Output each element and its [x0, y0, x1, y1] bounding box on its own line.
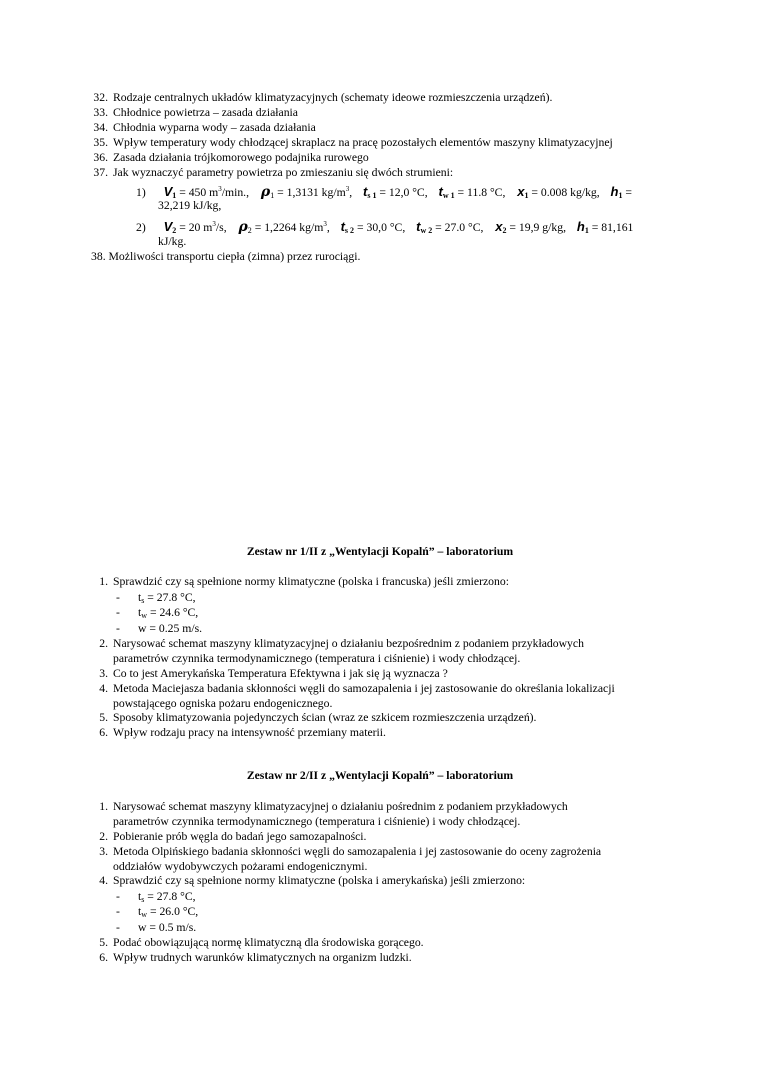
item-text: Chłodnia wyparna wody – zasada działania: [113, 121, 316, 134]
subscript: 1: [172, 191, 177, 200]
item-number: 35.: [93, 136, 108, 149]
item-text: Narysować schemat maszyny klimatyzacyjnej o działaniu bezpośrednim z podaniem przykładowych: [113, 637, 584, 650]
item-number: 2.: [99, 637, 108, 650]
dash-marker: -: [116, 591, 120, 604]
volume-flow-symbol: V: [163, 219, 173, 234]
dash-marker: -: [116, 921, 120, 934]
item-number: 4.: [99, 682, 108, 695]
item-text-continued: oddziałów wydobywczych pożarami endogenicznymi.: [113, 860, 368, 873]
item-text: Pobieranie prób węgla do badań jego samozapalności.: [113, 830, 367, 843]
item-text: Wpływ trudnych warunków klimatycznych na organizm ludzki.: [113, 951, 412, 964]
dry-temp-value: = 30,0 °C,: [354, 221, 406, 234]
item-text: Zasada działania trójkomorowego podajnika rurowego: [113, 151, 369, 164]
enthalpy-symbol: h: [610, 184, 619, 199]
stream-parameters-2: [136, 217, 633, 239]
measured-value: w = 0.25 m/s.: [138, 622, 203, 635]
item-number: 6.: [99, 951, 108, 964]
item-number: 4.: [99, 874, 108, 887]
superscript: 3: [345, 185, 350, 193]
unit: ,: [349, 186, 353, 199]
item-number: 37.: [93, 166, 108, 179]
subscript: w: [141, 611, 148, 620]
density-value: = 1,3131 kg/m: [274, 186, 346, 199]
list-item-38: 38. Możliwości transportu ciepła (zimna) przez rurociągi.: [91, 250, 361, 263]
item-text-continued: parametrów czynnika termodynamicznego (temperatura i ciśnienie) i wody chłodzącej.: [113, 815, 521, 828]
measured-value: = 27.8 °C,: [144, 890, 196, 903]
density-symbol: ρ: [260, 184, 271, 200]
volume-flow-symbol: V: [163, 184, 173, 199]
humidity-symbol: x: [495, 219, 503, 234]
unit: /min.,: [221, 186, 250, 199]
item-text: Sprawdzić czy są spełnione normy klimatyczne (polska i francuska) jeśli zmierzono:: [113, 575, 509, 588]
subscript: 1: [618, 191, 623, 200]
subscript: s 2: [344, 226, 355, 235]
stream-continuation-1: 32,219 kJ/kg,: [158, 199, 222, 212]
subscript: 2: [247, 226, 252, 235]
subscript: w 2: [420, 226, 433, 235]
measurement-bullet: [116, 622, 203, 637]
subscript: s 1: [367, 191, 377, 200]
item-text: Podać obowiązującą normę klimatyczną dla środowiska gorącego.: [113, 936, 424, 949]
item-text: Narysować schemat maszyny klimatyzacyjnej o działaniu pośrednim z podaniem przykładowych: [113, 800, 568, 813]
enthalpy-value: =: [622, 186, 632, 199]
subscript: s: [141, 895, 145, 904]
measured-value: = 26.0 °C,: [147, 905, 199, 918]
symbol: t: [138, 890, 142, 903]
symbol: t: [138, 606, 142, 619]
item-number: 1.: [99, 575, 108, 588]
item-number: 32.: [93, 91, 108, 104]
enthalpy-symbol: h: [576, 219, 585, 234]
superscript: 3: [212, 220, 216, 228]
subscript: 2: [172, 226, 177, 235]
subscript: w 1: [442, 191, 455, 200]
item-text: Sposoby klimatyzowania pojedynczych ścian (wraz ze szkicem rozmieszczenia urządzeń).: [113, 711, 537, 724]
stream-continuation-2: kJ/kg.: [158, 235, 187, 248]
dash-marker: -: [116, 606, 120, 619]
item-text: Wpływ temperatury wody chłodzącej skraplacz na pracę pozostałych elementów maszyny klimatyzacyjnej: [113, 136, 613, 149]
item-number: 6.: [99, 726, 108, 739]
stream-label: 2): [136, 221, 146, 234]
item-text: Metoda Olpińskiego badania skłonności węgli do samozapalenia i jej zastosowanie do oceny zagrożenia: [113, 845, 602, 858]
humidity-value: = 19,9 g/kg,: [506, 221, 567, 234]
measured-value: w = 0.5 m/s.: [138, 921, 197, 934]
superscript: 3: [323, 220, 327, 228]
item-text: Jak wyznaczyć parametry powietrza po zmieszaniu się dwóch strumieni:: [113, 166, 454, 179]
unit: /s,: [215, 221, 227, 234]
item-text-continued: powstającego ogniska pożaru endogenicznego.: [113, 697, 333, 710]
measurement-bullet: [116, 905, 199, 920]
item-number: 33.: [93, 106, 108, 119]
wet-temp-value: = 27.0 °C,: [432, 221, 484, 234]
item-text: Sprawdzić czy są spełnione normy klimatyczne (polska i amerykańska) jeśli zmierzono:: [113, 874, 526, 887]
item-number: 2.: [99, 830, 108, 843]
subscript: w: [141, 910, 148, 919]
wet-temp-symbol: t: [416, 219, 421, 234]
unit: ,: [326, 221, 330, 234]
dry-temp-symbol: t: [362, 184, 368, 199]
dash-marker: -: [116, 622, 120, 635]
volume-flow-value: = 450 m: [176, 186, 219, 199]
measurement-bullet: [116, 591, 196, 606]
item-text-continued: parametrów czynnika termodynamicznego (temperatura i ciśnienie) i wody chłodzącej.: [113, 652, 521, 665]
symbol: t: [138, 905, 142, 918]
dash-marker: -: [116, 905, 120, 918]
item-text: Metoda Maciejasza badania skłonności węgli do samozapalenia i jej zastosowanie do określania lokalizacji: [113, 682, 615, 695]
item-number: 3.: [99, 845, 108, 858]
measurement-bullet: [116, 606, 199, 621]
humidity-symbol: x: [517, 184, 525, 199]
set-title: Zestaw nr 2/II z „Wentylacji Kopalń” – laboratorium: [246, 769, 514, 782]
stream-label: 1): [136, 186, 146, 199]
superscript: 3: [218, 185, 222, 193]
measured-value: = 27.8 °C,: [144, 591, 196, 604]
wet-temp-symbol: t: [438, 184, 443, 199]
volume-flow-value: = 20 m: [176, 221, 213, 234]
density-symbol: ρ: [238, 219, 248, 235]
subscript: 2: [502, 226, 507, 235]
item-number: 34.: [93, 121, 108, 134]
item-number: 5.: [99, 711, 108, 724]
density-value: = 1,2264 kg/m: [251, 221, 324, 234]
humidity-value: = 0.008 kg/kg,: [528, 186, 600, 199]
item-text: Rodzaje centralnych układów klimatyzacyjnych (schematy ideowe rozmieszczenia urządzeń).: [113, 91, 553, 104]
item-number: 1.: [99, 800, 108, 813]
set-title: Zestaw nr 1/II z „Wentylacji Kopalń” – laboratorium: [246, 545, 514, 558]
measured-value: = 24.6 °C,: [147, 606, 199, 619]
wet-temp-value: = 11.8 °C,: [454, 186, 506, 199]
item-number: 5.: [99, 936, 108, 949]
item-text: Co to jest Amerykańska Temperatura Efektywna i jak się ją wyznacza ?: [113, 667, 448, 680]
subscript: 1: [584, 226, 589, 235]
dash-marker: -: [116, 890, 120, 903]
symbol: t: [138, 591, 142, 604]
subscript: s: [141, 596, 145, 605]
item-number: 3.: [99, 667, 108, 680]
measurement-bullet: [116, 890, 196, 905]
item-text: Wpływ rodzaju pracy na intensywność przemiany materii.: [113, 726, 386, 739]
dry-temp-symbol: t: [340, 219, 345, 234]
subscript: 1: [270, 191, 275, 200]
item-number: 36.: [93, 151, 108, 164]
enthalpy-value: = 81,161: [588, 221, 634, 234]
subscript: 1: [524, 191, 529, 200]
dry-temp-value: = 12,0 °C,: [376, 186, 428, 199]
measurement-bullet: [116, 921, 197, 936]
item-text: Chłodnice powietrza – zasada działania: [113, 106, 298, 119]
